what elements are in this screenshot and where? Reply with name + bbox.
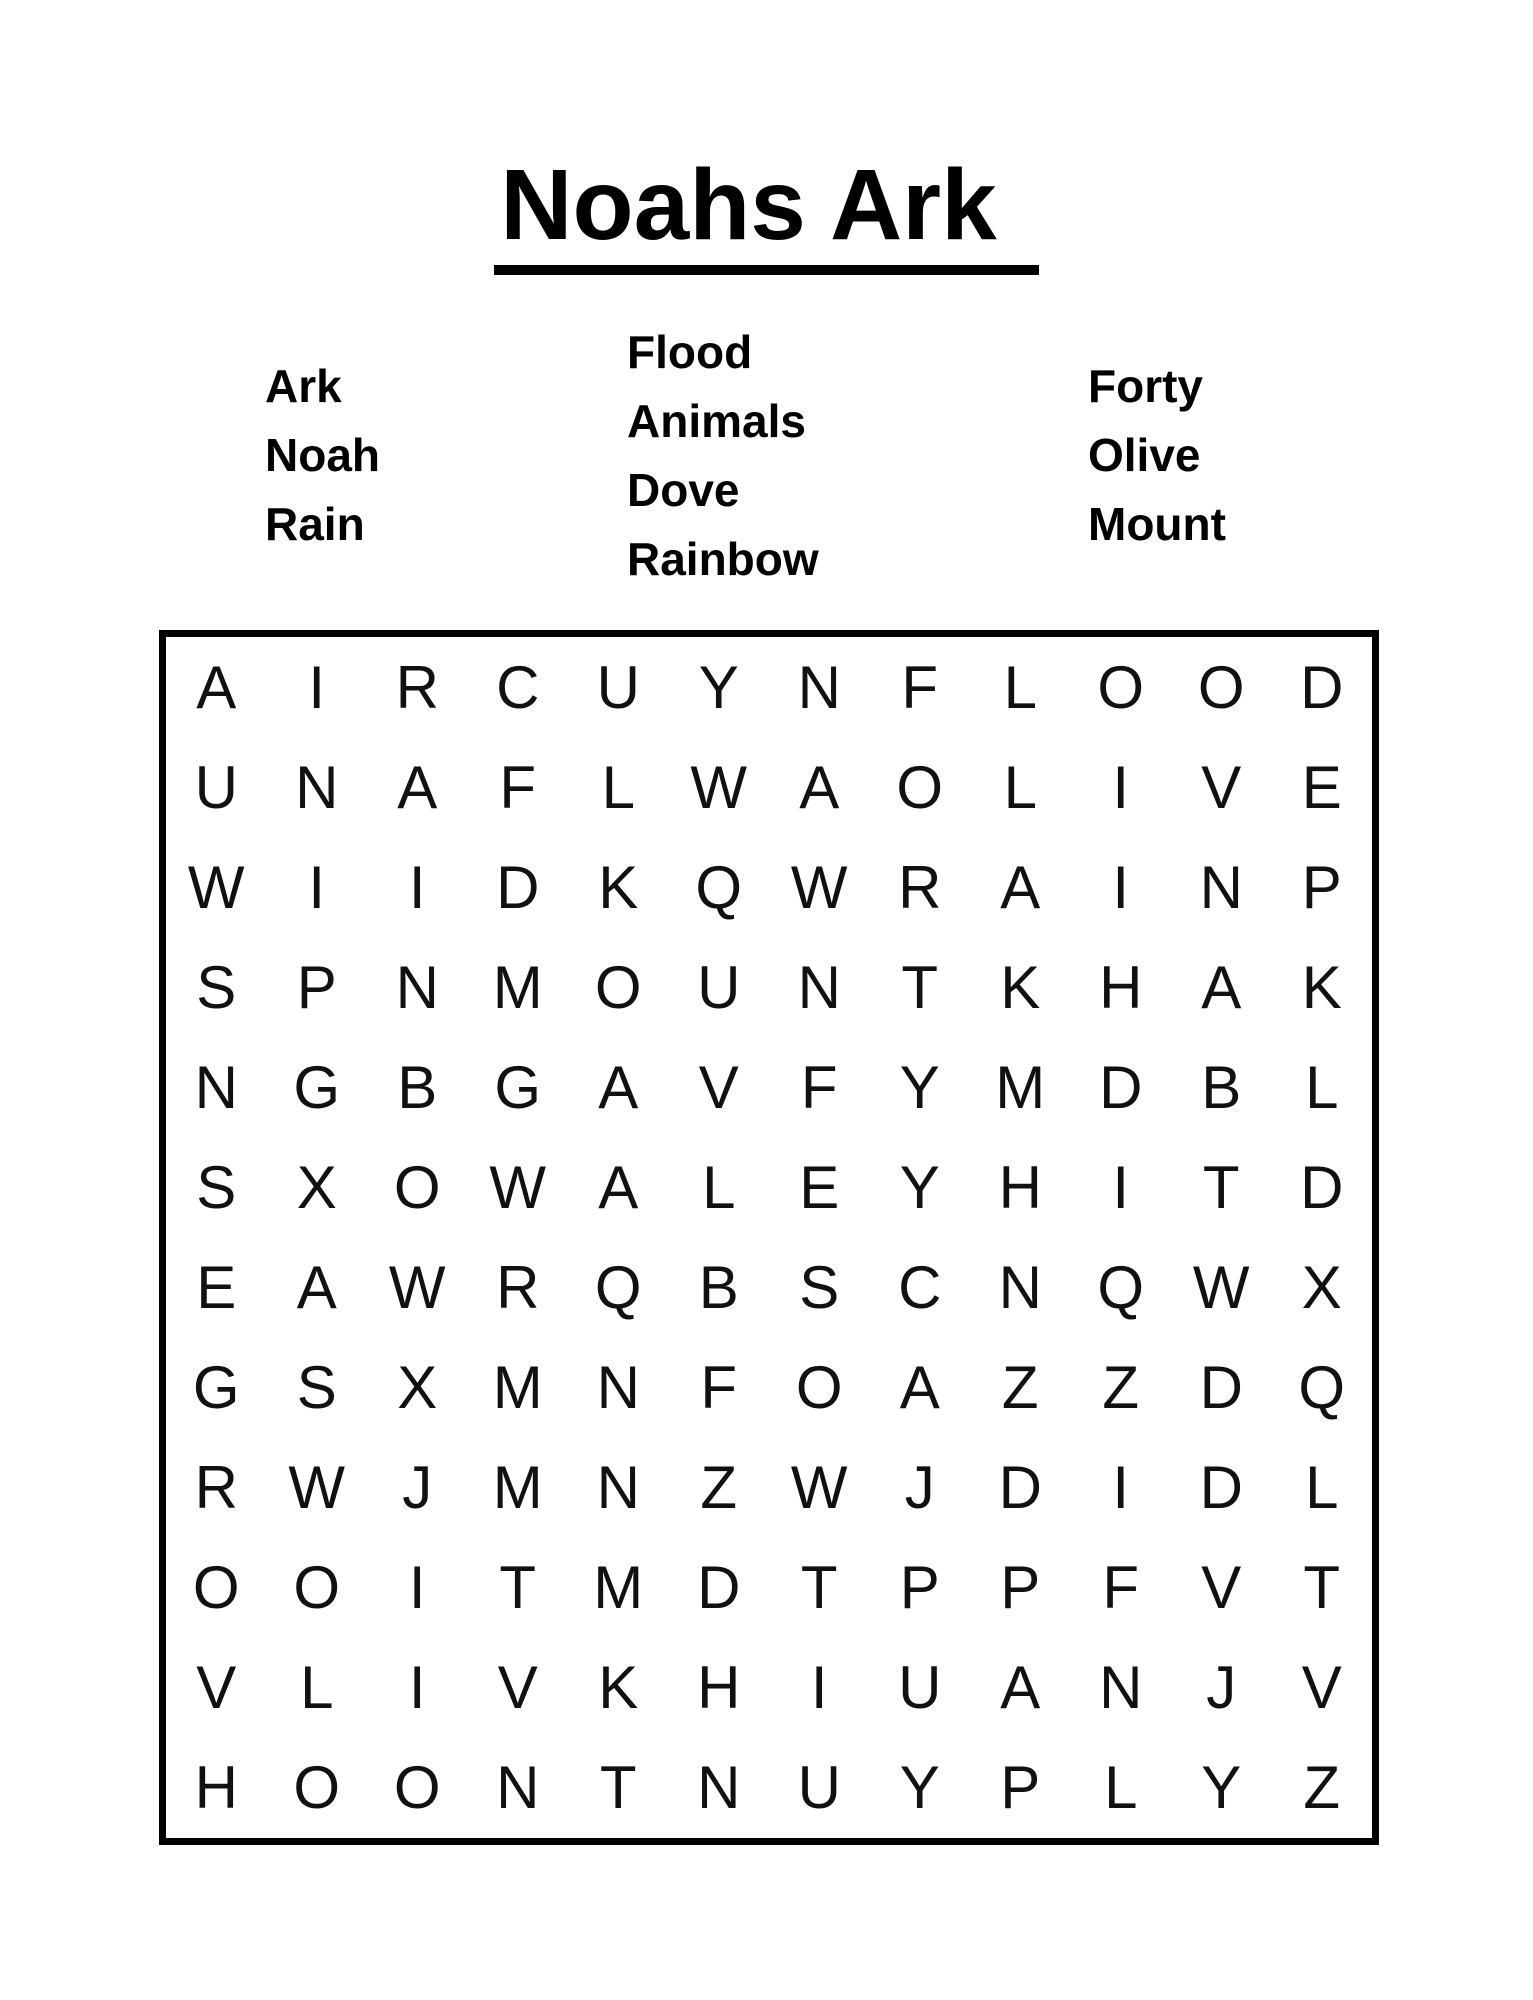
grid-cell: B [698,1254,739,1322]
word-item: Ark [265,360,342,412]
grid-cell: E [799,1153,840,1221]
grid-cell: W [790,853,848,921]
word-item: Noah [265,429,380,481]
grid-cell: N [496,1754,540,1822]
grid-cell: E [196,1254,237,1322]
grid-cell: T [599,1754,637,1822]
grid-cell: A [397,753,438,821]
grid-cell: U [898,1654,942,1722]
grid-cell: I [1112,1153,1130,1221]
grid-cell: L [1003,653,1037,721]
grid-cell: K [1301,953,1342,1021]
grid-cell: Z [1303,1754,1341,1822]
grid-cell: D [1300,653,1344,721]
grid-cell: H [998,1153,1042,1221]
grid-cell: H [1099,953,1143,1021]
grid-cell: Z [1102,1354,1140,1422]
grid-cell: U [194,753,238,821]
word-search-grid [159,630,1379,1845]
word-item: Forty [1088,360,1203,412]
grid-cell: U [797,1754,841,1822]
grid-cell: B [1201,1053,1242,1121]
grid-cell: Q [1298,1354,1346,1422]
grid-cell: S [296,1354,337,1422]
grid-cell: Y [698,653,739,721]
grid-cell: K [598,1654,639,1722]
grid-cell: L [1003,753,1037,821]
grid-cell: W [187,853,245,921]
grid-cell: I [1112,1454,1130,1522]
grid-cell: H [697,1654,741,1722]
grid-cell: I [308,653,326,721]
grid-cell: N [1099,1654,1143,1722]
grid-cell: T [499,1554,537,1622]
grid-cell: I [1112,753,1130,821]
grid-cell: P [1301,853,1342,921]
word-item: Mount [1088,498,1226,550]
grid-cell: R [395,653,439,721]
grid-cell: D [998,1454,1042,1522]
grid-cell: I [810,1654,828,1722]
grid-cell: R [194,1454,238,1522]
grid-cell: R [496,1254,540,1322]
grid-cell: V [497,1654,538,1722]
grid-cell: S [196,953,237,1021]
grid-cell: O [896,753,944,821]
grid-cell: C [496,653,540,721]
grid-cell: J [1206,1654,1237,1722]
word-item: Dove [627,464,740,516]
word-list-column-2 [627,318,819,594]
page-title: Noahs Ark [494,148,1038,275]
grid-cell: L [300,1654,334,1722]
grid-cell: S [799,1254,840,1322]
grid-cell: P [899,1554,940,1622]
grid-cell: T [1202,1153,1240,1221]
grid-cell: E [1301,753,1342,821]
grid-cell: J [904,1454,935,1522]
grid-cell: N [194,1053,238,1121]
grid-cell: I [408,1654,426,1722]
grid-cell: Q [594,1254,642,1322]
grid-cell: Y [899,1153,940,1221]
grid-cell: V [1201,753,1242,821]
grid-cell: Y [899,1754,940,1822]
grid-cell: G [293,1053,341,1121]
grid-cell: N [1199,853,1243,921]
grid-cell: A [598,1053,639,1121]
word-list-column-3 [1088,352,1226,559]
grid-cell: L [1104,1754,1138,1822]
grid-cell: M [492,953,543,1021]
grid-cell: N [596,1454,640,1522]
grid-cell: L [702,1153,736,1221]
grid-cell: A [899,1354,940,1422]
grid-cell: P [1000,1754,1041,1822]
grid-cell: D [1199,1454,1243,1522]
grid-cell: B [397,1053,438,1121]
grid-cell: W [388,1254,446,1322]
grid-cell: A [296,1254,337,1322]
grid-cell: A [799,753,840,821]
word-item: Flood [627,326,753,378]
grid-cell: D [496,853,540,921]
grid-cell: F [700,1354,738,1422]
grid-cell: A [1000,1654,1041,1722]
grid-cell: T [800,1554,838,1622]
word-item: Rain [265,498,365,550]
grid-cell: Y [1201,1754,1242,1822]
grid-cell: T [901,953,939,1021]
grid-cell: F [1102,1554,1140,1622]
grid-cell: A [598,1153,639,1221]
grid-cell: W [288,1454,346,1522]
grid-cell: X [397,1354,438,1422]
grid-cell: A [1000,853,1041,921]
grid-cell: O [1097,653,1145,721]
grid-cell: G [494,1053,542,1121]
word-item: Animals [627,395,806,447]
grid-cell: I [1112,853,1130,921]
grid-cell: G [192,1354,240,1422]
word-item: Olive [1088,429,1201,481]
grid-cell: M [593,1554,644,1622]
word-item: Rainbow [627,533,819,585]
grid-cell: N [998,1254,1042,1322]
grid-cell: V [1201,1554,1242,1622]
grid-cell: P [296,953,337,1021]
grid-cell: D [1099,1053,1143,1121]
grid-cell: D [1300,1153,1344,1221]
grid-cell: V [196,1654,237,1722]
grid-cell: O [192,1554,240,1622]
word-list-column-1 [265,352,380,559]
grid-cell: O [293,1554,341,1622]
grid-cell: M [492,1354,543,1422]
grid-cell: X [1301,1254,1342,1322]
grid-cell: V [1301,1654,1342,1722]
grid-cell: F [800,1053,838,1121]
grid-cell: R [898,853,942,921]
grid-cell: Y [899,1053,940,1121]
grid-cell: N [797,653,841,721]
grid-cell: S [196,1153,237,1221]
grid-cell: U [697,953,741,1021]
grid-cell: M [995,1053,1046,1121]
grid-cell: O [393,1754,441,1822]
grid-cell: N [596,1354,640,1422]
grid-cell: K [598,853,639,921]
grid-cell: I [308,853,326,921]
grid-cell: H [194,1754,238,1822]
grid-cell: T [1303,1554,1341,1622]
grid-cell: A [1201,953,1242,1021]
grid-cell: W [690,753,748,821]
grid-cell: N [395,953,439,1021]
grid-cell: I [408,853,426,921]
grid-cell: O [393,1153,441,1221]
grid-cell: P [1000,1554,1041,1622]
grid-cell: O [1197,653,1245,721]
grid-cell: F [901,653,939,721]
grid-cell: X [296,1153,337,1221]
grid-cell: O [795,1354,843,1422]
grid-cell: Z [1001,1354,1039,1422]
grid-cell: Q [695,853,743,921]
grid-cell: I [408,1554,426,1622]
grid-cell: W [489,1153,547,1221]
grid-cell: N [797,953,841,1021]
grid-cell: O [594,953,642,1021]
grid-cell: N [295,753,339,821]
grid-cell: Z [700,1454,738,1522]
grid-cell: J [402,1454,433,1522]
grid-cell: L [601,753,635,821]
grid-cell: A [196,653,237,721]
grid-cell: D [1199,1354,1243,1422]
grid-cell: W [790,1454,848,1522]
grid-cell: N [697,1754,741,1822]
grid-cell: L [1305,1454,1339,1522]
grid-cell: F [499,753,537,821]
grid-cell: W [1192,1254,1250,1322]
grid-cell: Q [1097,1254,1145,1322]
grid-cell: L [1305,1053,1339,1121]
grid-cell: M [492,1454,543,1522]
grid-cell: D [697,1554,741,1622]
grid-cell: C [898,1254,942,1322]
grid-cell: U [596,653,640,721]
grid-cell: K [1000,953,1041,1021]
title-container [0,148,1533,275]
grid-cell: V [698,1053,739,1121]
grid-cell: O [293,1754,341,1822]
